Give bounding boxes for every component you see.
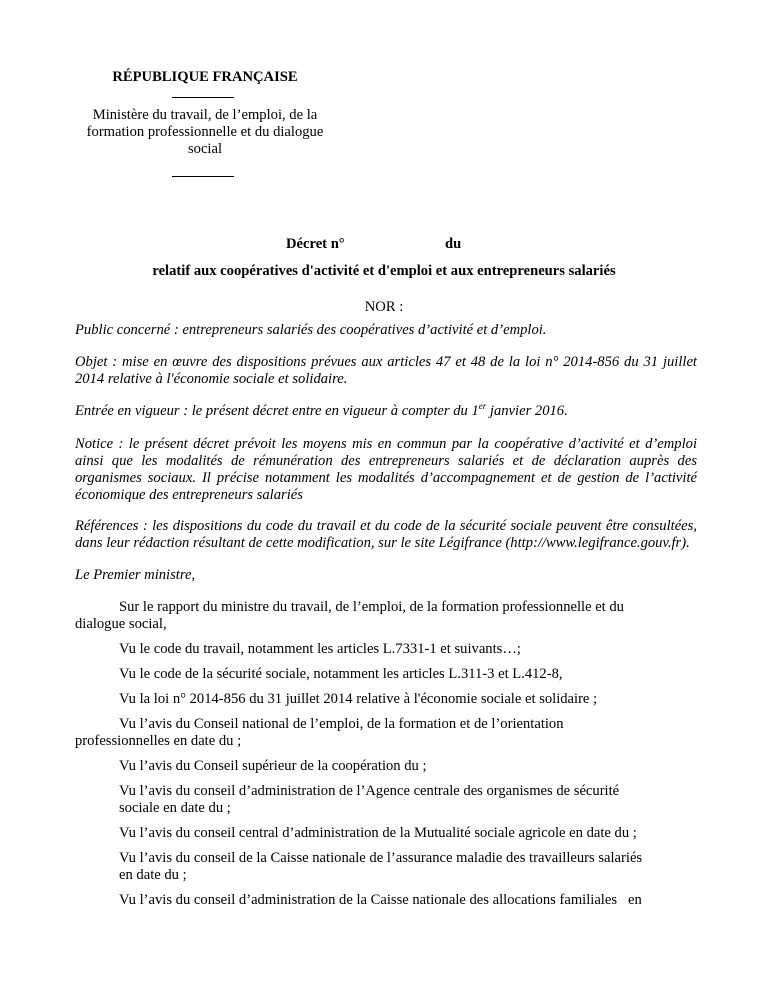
header-divider-top [172, 97, 234, 98]
public-concerne: Public concerné : entrepreneurs salariés des coopératives d’activité et d’emploi. [75, 322, 547, 338]
vu-code-securite-sociale: Vu le code de la sécurité sociale, notamment les articles L.311-3 et L.412-8, [119, 666, 563, 682]
rapport-line-2: dialogue social, [75, 616, 167, 632]
premier-ministre: Le Premier ministre, [75, 567, 196, 583]
references-paragraph: Références : les dispositions du code du travail et du code de la sécurité sociale peuvent être consultées, dans leur rédaction résultant de cette modification, sur le site Légifrance (http://www.legifrance.gouv.fr). [75, 518, 697, 551]
vu-acoss-line-1: Vu l’avis du conseil d’administration de l’Agence centrale des organismes de sécurité [119, 783, 620, 799]
notice-paragraph: Notice : le présent décret prévoit les moyens mis en commun par la coopérative d’activité et d’emploi ainsi que les modalités de rémunération des entrepreneurs salariés et de déclaration auprès des organismes sociaux. Il précise notamment les modalités d’accompagnement et de gestion de l’activité économique des entrepreneurs salariés [75, 436, 697, 503]
vu-cnefop-line-1: Vu l’avis du Conseil national de l’emploi, de la formation et de l’orientation [119, 716, 564, 732]
decree-subject: relatif aux coopératives d'activité et d'emploi et aux entrepreneurs salariés [152, 263, 616, 279]
decree-date-label: du [445, 236, 462, 252]
vu-code-travail: Vu le code du travail, notamment les articles L.7331-1 et suivants…; [119, 641, 521, 657]
vu-cnamts-line-1: Vu l’avis du conseil de la Caisse nationale de l’assurance maladie des travailleurs salariés [119, 850, 643, 866]
vu-cnamts-line-2: en date du ; [119, 867, 187, 883]
vu-cnefop-line-2: professionnelles en date du ; [75, 733, 242, 749]
objet: Objet : mise en œuvre des dispositions prévues aux articles 47 et 48 de la loi n° 2014-856 du 31 juillet 2014 relative à l'économie sociale et solidaire. [75, 354, 697, 387]
republic-heading: RÉPUBLIQUE FRANÇAISE [112, 69, 298, 85]
header-divider-bottom [172, 176, 234, 177]
nor-label: NOR : [364, 299, 404, 315]
vu-msa: Vu l’avis du conseil central d’administration de la Mutualité sociale agricole en date du ; [119, 825, 637, 841]
vu-loi-ess: Vu la loi n° 2014-856 du 31 juillet 2014 relative à l'économie sociale et solidaire ; [119, 691, 598, 707]
rapport-line-1: Sur le rapport du ministre du travail, de l’emploi, de la formation professionnelle et du [119, 599, 624, 615]
decree-number-label: Décret n° [286, 236, 345, 252]
vu-cnaf: Vu l’avis du conseil d’administration de la Caisse nationale des allocations familiales en [119, 892, 642, 908]
vu-acoss-line-2: sociale en date du ; [119, 800, 231, 816]
ministry-name: Ministère du travail, de l’emploi, de la formation professionnelle et du dialogue social [86, 107, 324, 157]
vu-conseil-superieur-cooperation: Vu l’avis du Conseil supérieur de la coopération du ; [119, 758, 427, 774]
entree-en-vigueur: Entrée en vigueur : le présent décret entre en vigueur à compter du 1er janvier 2016. [75, 401, 568, 419]
